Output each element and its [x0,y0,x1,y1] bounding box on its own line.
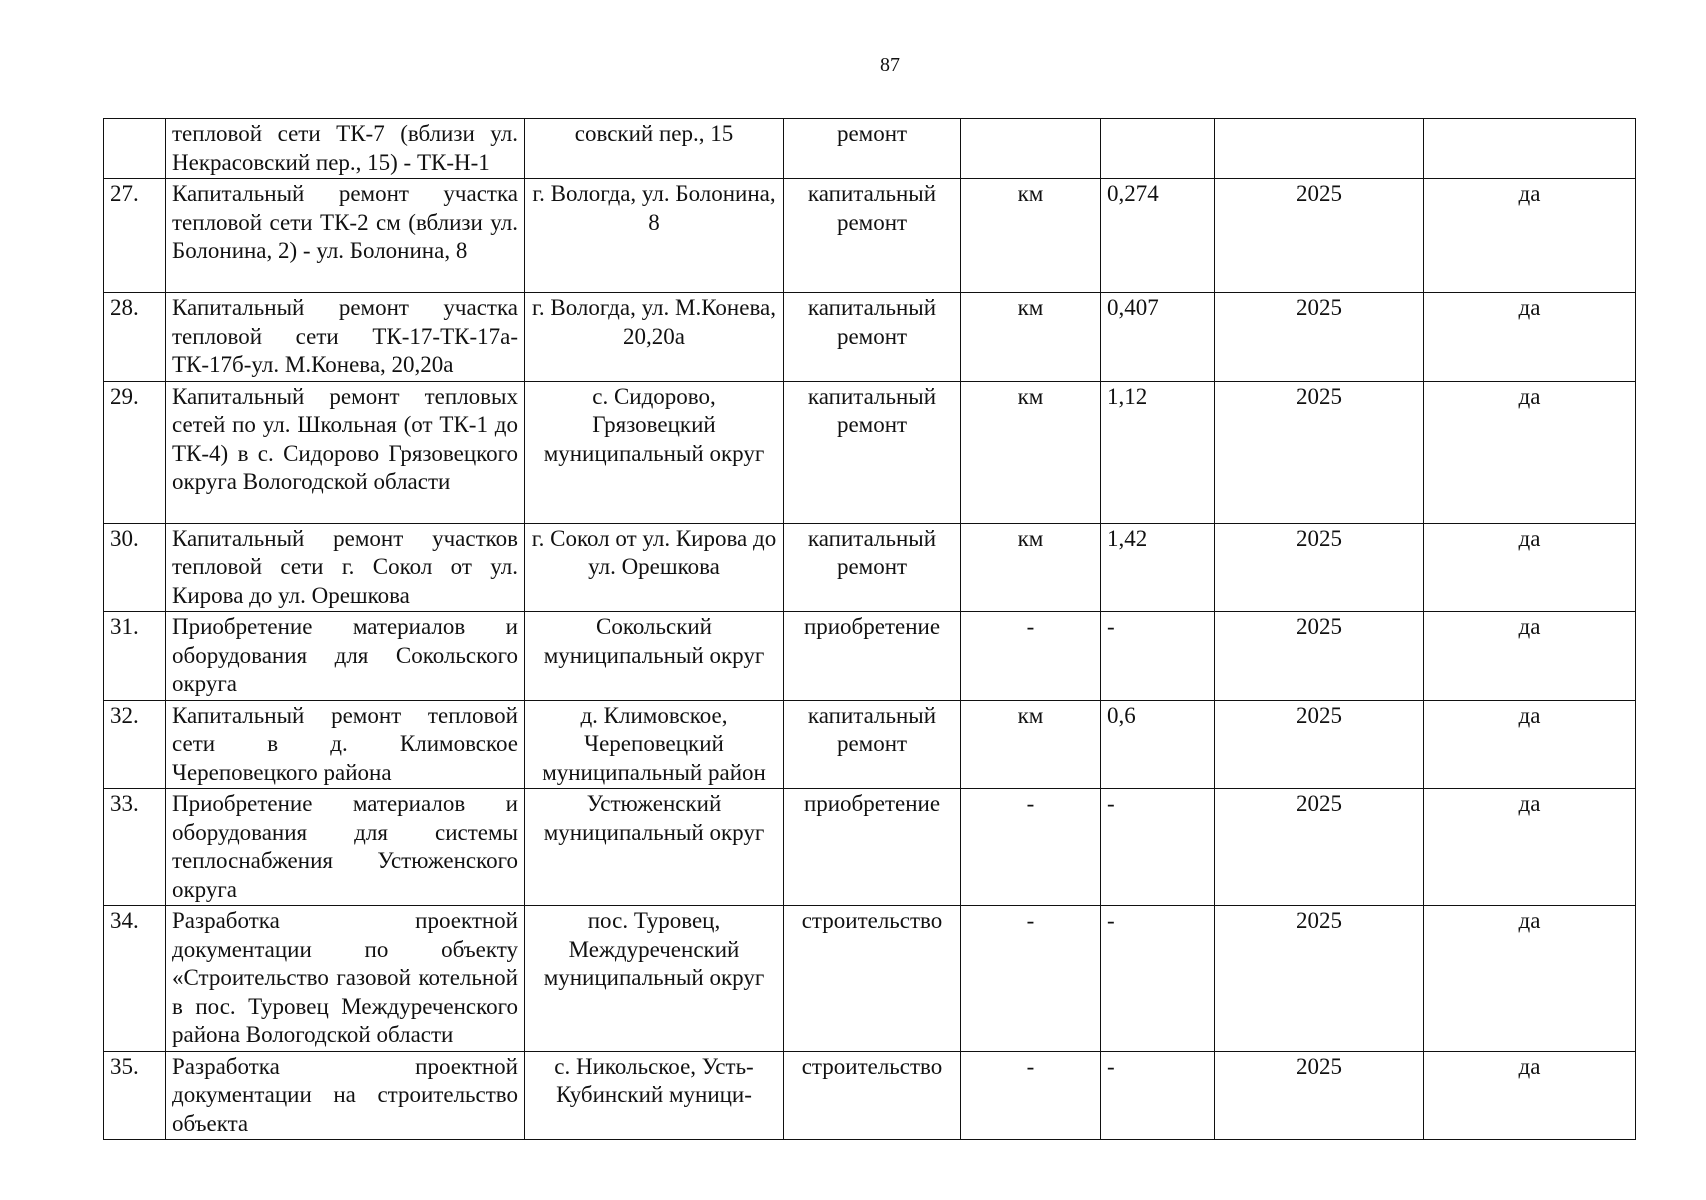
quantity: 1,12 [1101,381,1215,523]
quantity: - [1101,1051,1215,1140]
unit: - [961,1051,1101,1140]
year: 2025 [1215,906,1424,1052]
project-name: Капитальный ремонт участка тепловой сети ТК-17-ТК-17а-ТК-17б-ул. М.Конева, 20,20а [166,293,525,382]
quantity: - [1101,789,1215,906]
quantity: 0,407 [1101,293,1215,382]
project-location: Сокольский муниципальный округ [525,612,784,701]
project-name: Приобретение материалов и оборудования для Сокольского округа [166,612,525,701]
work-type: приобретение [784,612,961,701]
table-body [104,119,1636,1140]
page-number: 87 [880,54,900,76]
flag: да [1424,381,1636,523]
year: 2025 [1215,179,1424,293]
unit: км [961,523,1101,612]
project-name: тепловой сети ТК-7 (вблизи ул. Некрасовский пер., 15) - ТК-Н-1 [166,119,525,179]
table-row [104,523,1636,612]
project-location: г. Сокол от ул. Кирова до ул. Орешкова [525,523,784,612]
project-name: Капитальный ремонт участка тепловой сети ТК-2 см (вблизи ул. Болонина, 2) - ул. Болонина, 8 [166,179,525,293]
flag: да [1424,1051,1636,1140]
project-location: д. Климовское, Череповецкий муниципальный район [525,700,784,789]
row-number [104,119,166,179]
year: 2025 [1215,612,1424,701]
project-name: Приобретение материалов и оборудования для системы теплоснабжения Устюженского округа [166,789,525,906]
year: 2025 [1215,293,1424,382]
unit: км [961,179,1101,293]
project-name: Капитальный ремонт участков тепловой сети г. Сокол от ул. Кирова до ул. Орешкова [166,523,525,612]
row-number: 35. [104,1051,166,1140]
table-row [104,179,1636,293]
table-row [104,612,1636,701]
work-type: приобретение [784,789,961,906]
work-type: строительство [784,906,961,1052]
unit: - [961,906,1101,1052]
project-name: Разработка проектной документации по объекту «Строительство газовой котельной в пос. Туровец Междуреченского района Вологодской области [166,906,525,1052]
unit: - [961,612,1101,701]
year: 2025 [1215,381,1424,523]
project-location: с. Сидорово, Грязовецкий муниципальный округ [525,381,784,523]
work-type: ремонт [784,119,961,179]
work-type: капитальный ремонт [784,700,961,789]
work-type: капитальный ремонт [784,381,961,523]
table-row [104,293,1636,382]
row-number: 31. [104,612,166,701]
projects-table [103,118,1636,1140]
project-name: Капитальный ремонт тепловых сетей по ул. Школьная (от ТК-1 до ТК-4) в с. Сидорово Грязовецкого округа Вологодской области [166,381,525,523]
quantity: 1,42 [1101,523,1215,612]
row-number: 29. [104,381,166,523]
year: 2025 [1215,523,1424,612]
quantity: - [1101,906,1215,1052]
project-location: Устюженский муниципальный округ [525,789,784,906]
project-location: с. Никольское, Усть-Кубинский муници- [525,1051,784,1140]
row-number: 34. [104,906,166,1052]
row-number: 32. [104,700,166,789]
work-type: капитальный ремонт [784,293,961,382]
flag: да [1424,789,1636,906]
table-row [104,906,1636,1052]
work-type: строительство [784,1051,961,1140]
flag: да [1424,523,1636,612]
table-row [104,1051,1636,1140]
row-number: 30. [104,523,166,612]
quantity: 0,6 [1101,700,1215,789]
unit: км [961,700,1101,789]
unit [961,119,1101,179]
quantity: 0,274 [1101,179,1215,293]
project-name: Разработка проектной документации на строительство объекта [166,1051,525,1140]
quantity: - [1101,612,1215,701]
flag: да [1424,179,1636,293]
unit: км [961,381,1101,523]
project-name: Капитальный ремонт тепловой сети в д. Климовское Череповецкого района [166,700,525,789]
project-location: совский пер., 15 [525,119,784,179]
flag: да [1424,700,1636,789]
project-location: г. Вологда, ул. Болонина, 8 [525,179,784,293]
work-type: капитальный ремонт [784,523,961,612]
table-row [104,789,1636,906]
year: 2025 [1215,789,1424,906]
row-number: 33. [104,789,166,906]
table-row [104,381,1636,523]
flag: да [1424,906,1636,1052]
table-row [104,700,1636,789]
year: 2025 [1215,700,1424,789]
unit: - [961,789,1101,906]
project-location: г. Вологда, ул. М.Конева, 20,20а [525,293,784,382]
row-number: 27. [104,179,166,293]
work-type: капитальный ремонт [784,179,961,293]
unit: км [961,293,1101,382]
flag: да [1424,612,1636,701]
table-row [104,119,1636,179]
project-location: пос. Туровец, Междуреченский муниципальный округ [525,906,784,1052]
row-number: 28. [104,293,166,382]
flag [1424,119,1636,179]
year: 2025 [1215,1051,1424,1140]
flag: да [1424,293,1636,382]
year [1215,119,1424,179]
quantity [1101,119,1215,179]
